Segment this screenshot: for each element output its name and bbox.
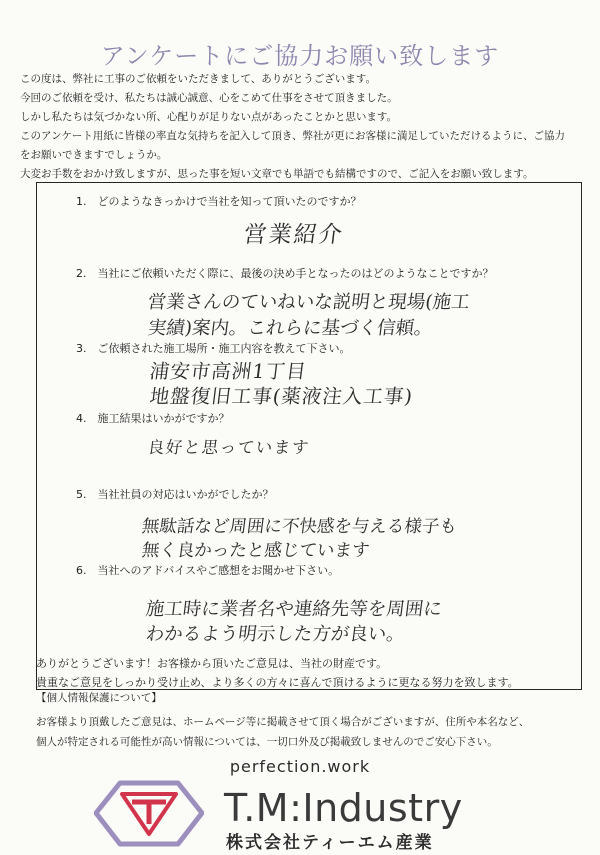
closing-line: 貴重なご意見をしっかり受け止め、より多くの方々に喜んで頂けるように更なる努力を致します。 [36, 676, 519, 689]
answer-5-line-1: 無駄話など周囲に不快感を与える様子も [140, 517, 459, 537]
intro-line: この度は、弊社に工事のご依頼をいただきまして、ありがとうございます。 [20, 73, 376, 85]
closing-line: ありがとうございます！お客様から頂いたご意見は、当社の財産です。 [36, 657, 388, 670]
intro-line: しかし私たちは気づかない所、心配りが足りない点があったことかと思います。 [20, 111, 398, 123]
intro-line: 大変お手数をおかけ致しますが、思った事を短い文章でも単語でも結構ですので、ご記入をお願い致します。 [20, 168, 534, 180]
answer-6-line-1: 施工時に業者名や連絡先等を周囲に [144, 599, 444, 620]
privacy-notice [36, 712, 529, 752]
answer-2-line-1: 営業さんのていねいな説明と現場(施工 [146, 292, 471, 313]
website-domain: perfection.work [229, 757, 371, 776]
answer-2-line-2: 実績)案内。これらに基づく信頼。 [146, 318, 434, 339]
answer-6-line-2: わかるよう明示した方が良い。 [144, 624, 407, 645]
question-6: 6. 当社へのアドバイスやご感想をお聞かせ下さい。 [76, 564, 340, 577]
intro-line: 今回のご依頼を受け、私たちは誠心誠意、心をこめて仕事をさせて頂きました。 [20, 92, 398, 104]
answer-5-line-2: 無く良かったと感じています [140, 541, 371, 561]
privacy-heading: 【個人情報保護について】 [36, 692, 162, 704]
question-4: 4. 施工結果はいかがですか？ [76, 412, 230, 425]
intro-text [20, 70, 590, 184]
page-title: アンケートにご協力お願い致します [100, 42, 500, 70]
answer-4: 良好と思っています [146, 438, 311, 457]
question-2: 2. 当社にご依頼いただく際に、最後の決め手となったのはどのようなことですか？ [76, 267, 494, 280]
question-1: 1. どのようなきっかけで当社を知って頂いたのですか？ [76, 195, 362, 208]
question-5: 5. 当社社員の対応はいかがでしたか？ [76, 488, 274, 501]
privacy-line: 個人が特定される可能性が高い情報については、一切口外及び掲載致しませんのでご安心下さい。 [36, 736, 498, 748]
intro-line: をお願いできますでしょうか。 [20, 149, 168, 161]
answer-3-line-1: 浦安市高洲1丁目 [148, 360, 309, 383]
privacy-line: お客様より頂戴したご意見は、ホームページ等に掲載させて頂く場合がございますが、住所や本名など、 [36, 716, 530, 728]
company-name: 株式会社ティーエム産業 [226, 833, 434, 853]
question-3: 3. ご依頼された施工場所・施工内容を教えて下さい。 [76, 342, 351, 355]
brand-name: T.M:Industry [224, 786, 463, 830]
company-logo-icon [94, 780, 204, 848]
answer-3-line-2: 地盤復旧工事(薬液注入工事) [148, 385, 415, 408]
intro-line: このアンケート用紙に皆様の率直な気持ちを記入して頂き、弊社が更にお客様に満足していただけるように、ご協力 [20, 130, 565, 142]
closing-message [36, 654, 519, 692]
answer-1: 営業紹介 [242, 222, 346, 248]
